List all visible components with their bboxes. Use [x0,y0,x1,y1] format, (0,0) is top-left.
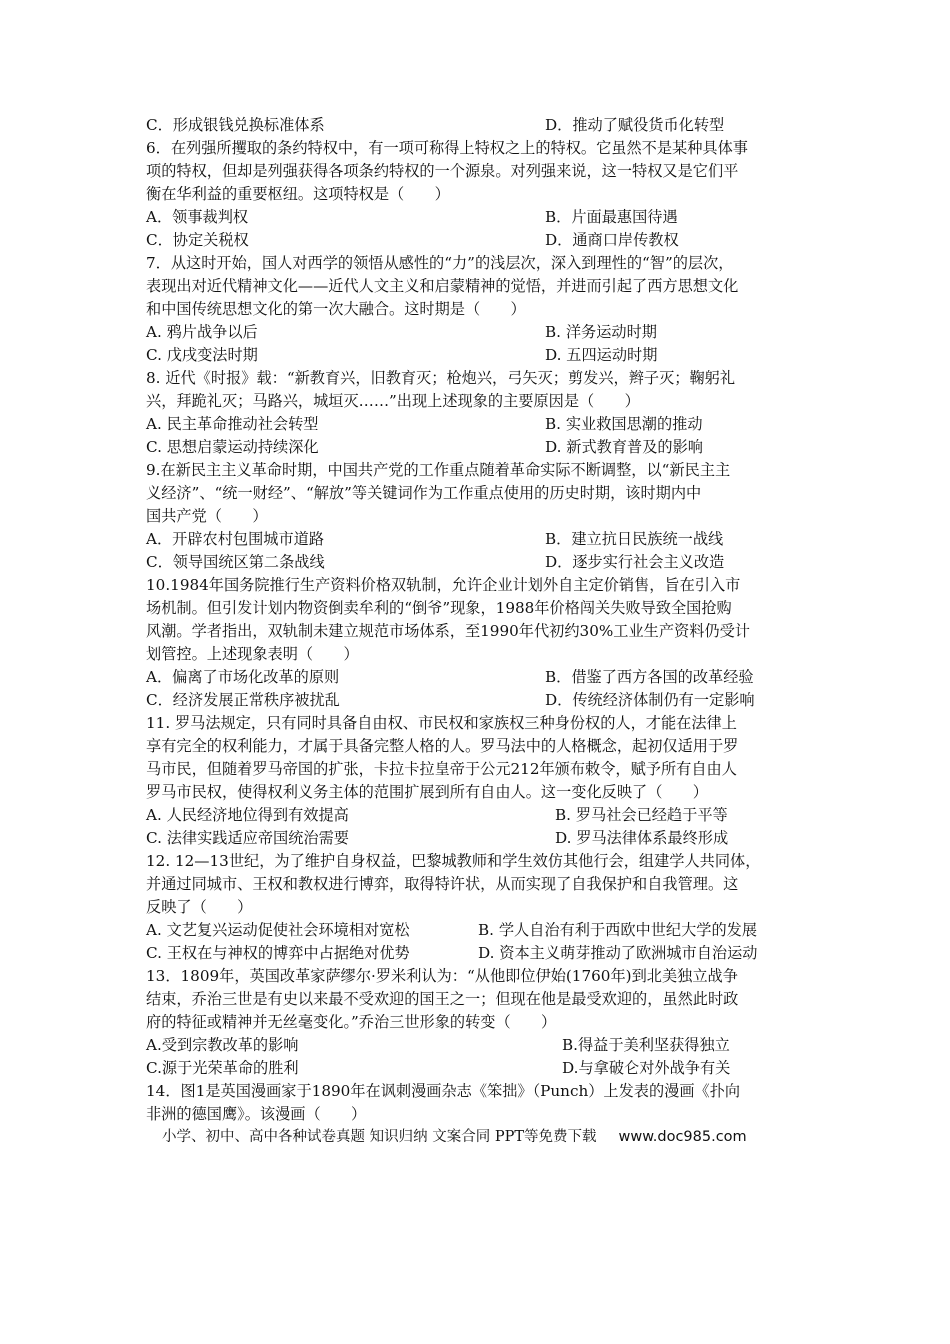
q10-text-line: 划管控。上述现象表明（ ） [146,645,359,663]
q10-option-d: D．传统经济体制仍有一定影响 [545,691,755,709]
q7-option-b: B. 洋务运动时期 [545,323,657,341]
q10-option-c: C．经济发展正常秩序被扰乱 [146,691,340,709]
q9-text-line: 9.在新民主主义革命时期，中国共产党的工作重点随着革命实际不断调整，以“新民主主 [146,461,731,479]
q6-text-line: 项的特权，但却是列强获得各项条约特权的一个源泉。对列强来说，这一特权又是它们平 [146,162,739,180]
q6-option-c: C．协定关税权 [146,231,249,249]
q6-option-a: A．领事裁判权 [146,208,249,226]
q9-text-line: 国共产党（ ） [146,507,268,525]
q12-option-a: A. 文艺复兴运动促使社会环境相对宽松 [146,921,410,939]
footer-text: 小学、初中、高中各种试卷真题 知识归纳 文案合同 PPT等免费下载 [162,1129,597,1145]
q6-text-line: 6．在列强所攫取的条约特权中，有一项可称得上特权之上的特权。它虽然不是某种具体事 [146,139,748,157]
q7-option-a: A. 鸦片战争以后 [146,323,258,341]
q11-text-line: 罗马市民权，使得权利义务主体的范围扩展到所有自由人。这一变化反映了（ ） [146,783,708,801]
q13-option-a: A.受到宗教改革的影响 [146,1036,299,1054]
q12-option-d: D. 资本主义萌芽推动了欧洲城市自治运动 [478,944,758,962]
q14-text-line: 非洲的德国鹰》。该漫画（ ） [146,1105,367,1123]
q11-text-line: 马市民，但随着罗马帝国的扩张，卡拉卡拉皇帝于公元212年颁布敕令，赋予所有自由人 [146,760,737,778]
q6-option-b: B．片面最惠国待遇 [545,208,678,226]
q10-option-b: B．借鉴了西方各国的改革经验 [545,668,754,686]
q5-option-c: C．形成银钱兑换标准体系 [146,116,325,134]
q7-option-c: C. 戊戌变法时期 [146,346,258,364]
q10-text-line: 风潮。学者指出，双轨制未建立规范市场体系，至1990年代初约30%工业生产资料仍受计 [146,622,750,640]
q8-text-line: 兴，拜跪礼灭；马路兴，城垣灭……”出现上述现象的主要原因是（ ） [146,392,640,410]
q9-text-line: 义经济”、“统一财经”、“解放”等关键词作为工作重点使用的历史时期，该时期内中 [146,484,702,502]
q7-text-line: 表现出对近代精神文化——近代人文主义和启蒙精神的觉悟，并进而引起了西方思想文化 [146,277,739,295]
q12-option-c: C. 王权在与神权的博弈中占据绝对优势 [146,944,410,962]
q12-text-line: 12. 12—13世纪，为了维护自身权益，巴黎城教师和学生效仿其他行会，组建学人共同体， [146,852,761,870]
q9-option-b: B．建立抗日民族统一战线 [545,530,724,548]
q9-option-c: C．领导国统区第二条战线 [146,553,325,571]
page-footer [162,1126,862,1148]
q10-text-line: 场机制。但引发计划内物资倒卖牟利的“倒爷”现象，1988年价格闯关失败导致全国抢购 [146,599,732,617]
footer-site-link[interactable]: www.doc985.com [618,1129,747,1145]
q13-text-line: 结束，乔治三世是有史以来最不受欢迎的国王之一；但现在他是最受欢迎的，虽然此时政 [146,990,739,1008]
q12-text-line: 并通过同城市、王权和教权进行博弈，取得特许状，从而实现了自我保护和自我管理。这 [146,875,739,893]
q11-option-d: D. 罗马法律体系最终形成 [555,829,729,847]
q7-text-line: 和中国传统思想文化的第一次大融合。这时期是（ ） [146,300,526,318]
q6-option-d: D．通商口岸传教权 [545,231,679,249]
q7-option-d: D. 五四运动时期 [545,346,658,364]
q12-text-line: 反映了（ ） [146,898,253,916]
q5-option-d: D．推动了赋役货币化转型 [545,116,725,134]
q13-text-line: 13．1809年，英国改革家萨缪尔·罗米利认为：“从他即位伊始(1760年)到北美独立战争 [146,967,738,985]
q10-option-a: A．偏离了市场化改革的原则 [146,668,340,686]
q11-text-line: 11. 罗马法规定，只有同时具备自由权、市民权和家族权三种身份权的人，才能在法律上 [146,714,737,732]
q11-option-b: B. 罗马社会已经趋于平等 [555,806,728,824]
q13-text-line: 府的特征或精神并无丝毫变化。”乔治三世形象的转变（ ） [146,1013,557,1031]
q14-text-line: 14．图1是英国漫画家于1890年在讽刺漫画杂志《笨拙》（Punch）上发表的漫画《扑向 [146,1082,741,1100]
q8-option-c: C. 思想启蒙运动持续深化 [146,438,319,456]
q8-text-line: 8. 近代《时报》载：“新教育兴，旧教育灭；枪炮兴，弓矢灭；剪发兴，辫子灭；鞠躬礼 [146,369,736,387]
q8-option-d: D. 新式教育普及的影响 [545,438,703,456]
q9-option-d: D．逐步实行社会主义改造 [545,553,725,571]
q6-text-line: 衡在华利益的重要枢纽。这项特权是（ ） [146,185,450,203]
q12-option-b: B. 学人自治有利于西欧中世纪大学的发展 [478,921,758,939]
q11-text-line: 享有完全的权利能力，才属于具备完整人格的人。罗马法中的人格概念，起初仅适用于罗 [146,737,739,755]
q11-option-c: C. 法律实践适应帝国统治需要 [146,829,349,847]
q10-text-line: 10.1984年国务院推行生产资料价格双轨制，允许企业计划外自主定价销售，旨在引入市 [146,576,741,594]
q13-option-d: D.与拿破仑对外战争有关 [562,1059,731,1077]
q13-option-c: C.源于光荣革命的胜利 [146,1059,299,1077]
q8-option-a: A. 民主革命推动社会转型 [146,415,319,433]
q11-option-a: A. 人民经济地位得到有效提高 [146,806,349,824]
q9-option-a: A．开辟农村包围城市道路 [146,530,325,548]
q13-option-b: B.得益于美利坚获得独立 [562,1036,730,1054]
q8-option-b: B. 实业救国思潮的推动 [545,415,703,433]
q7-text-line: 7．从这时开始，国人对西学的领悟从感性的“力”的浅层次，深入到理性的“智”的层次， [146,254,734,272]
